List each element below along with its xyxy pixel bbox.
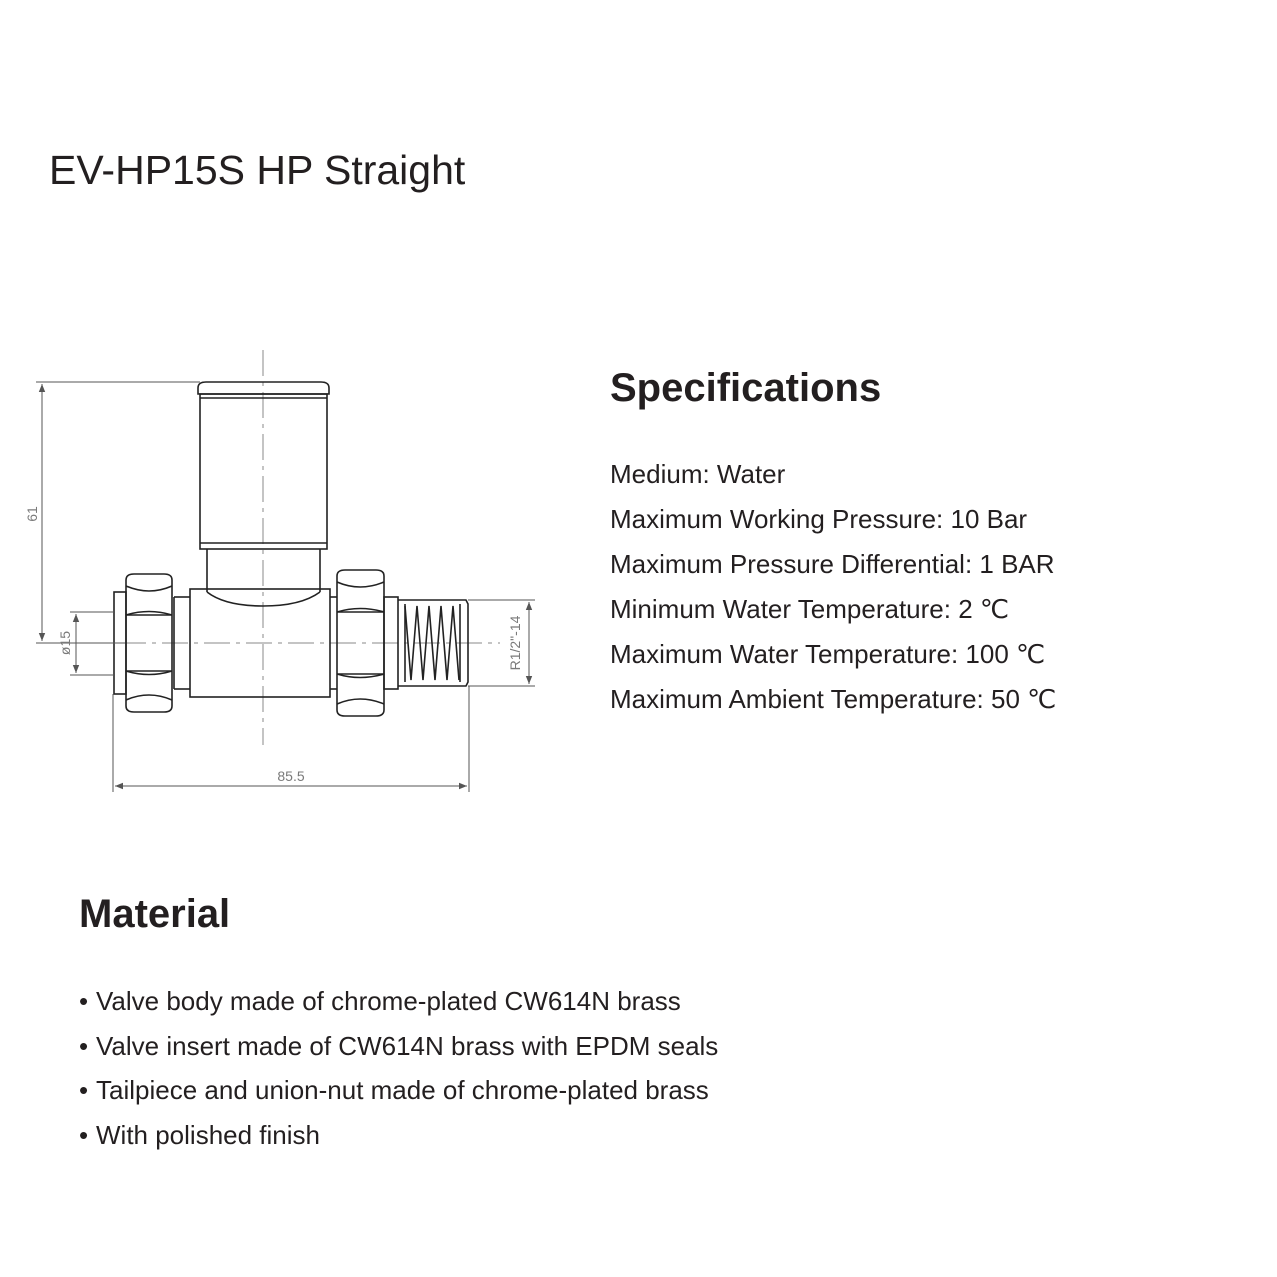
height-dimension-label: 61 xyxy=(24,506,40,522)
material-item xyxy=(79,1024,718,1069)
material-item-text: With polished finish xyxy=(96,1119,320,1150)
spec-item-medium: Medium: Water xyxy=(610,459,786,489)
material-item-text: Tailpiece and union-nut made of chrome-plated brass xyxy=(96,1075,709,1105)
bullet-icon: • xyxy=(79,986,89,1016)
material-item-text: Valve body made of chrome-plated CW614N brass xyxy=(96,986,681,1016)
specifications-list xyxy=(610,452,1056,722)
length-dimension-label: 85.5 xyxy=(277,768,305,784)
bullet-icon: • xyxy=(79,1075,89,1105)
bullet-icon: • xyxy=(79,1119,89,1150)
specifications-heading: Specifications xyxy=(610,366,882,410)
dimension-height xyxy=(36,382,200,643)
spec-item-max-ambient-temperature: Maximum Ambient Temperature: 50 ℃ xyxy=(610,684,1057,714)
material-item xyxy=(79,979,718,1024)
material-item xyxy=(79,1068,718,1113)
pipe-diameter-dimension-label: ø15 xyxy=(57,630,73,656)
valve-technical-drawing xyxy=(0,0,600,820)
spec-item-max-water-temperature: Maximum Water Temperature: 100 ℃ xyxy=(610,639,1046,669)
material-list xyxy=(79,979,718,1157)
thread-dimension-label: R1/2"-14 xyxy=(507,615,523,671)
material-item xyxy=(79,1113,718,1158)
spec-item-min-water-temperature: Minimum Water Temperature: 2 ℃ xyxy=(610,594,1010,624)
spec-item-max-working-pressure: Maximum Working Pressure: 10 Bar xyxy=(610,504,1028,534)
bullet-icon: • xyxy=(79,1030,89,1061)
material-item-text: Valve insert made of CW614N brass with EPDM seals xyxy=(96,1030,719,1061)
page-title: EV-HP15S HP Straight xyxy=(49,147,466,193)
material-heading: Material xyxy=(79,892,231,936)
spec-item-max-pressure-differential: Maximum Pressure Differential: 1 BAR xyxy=(610,549,1055,579)
